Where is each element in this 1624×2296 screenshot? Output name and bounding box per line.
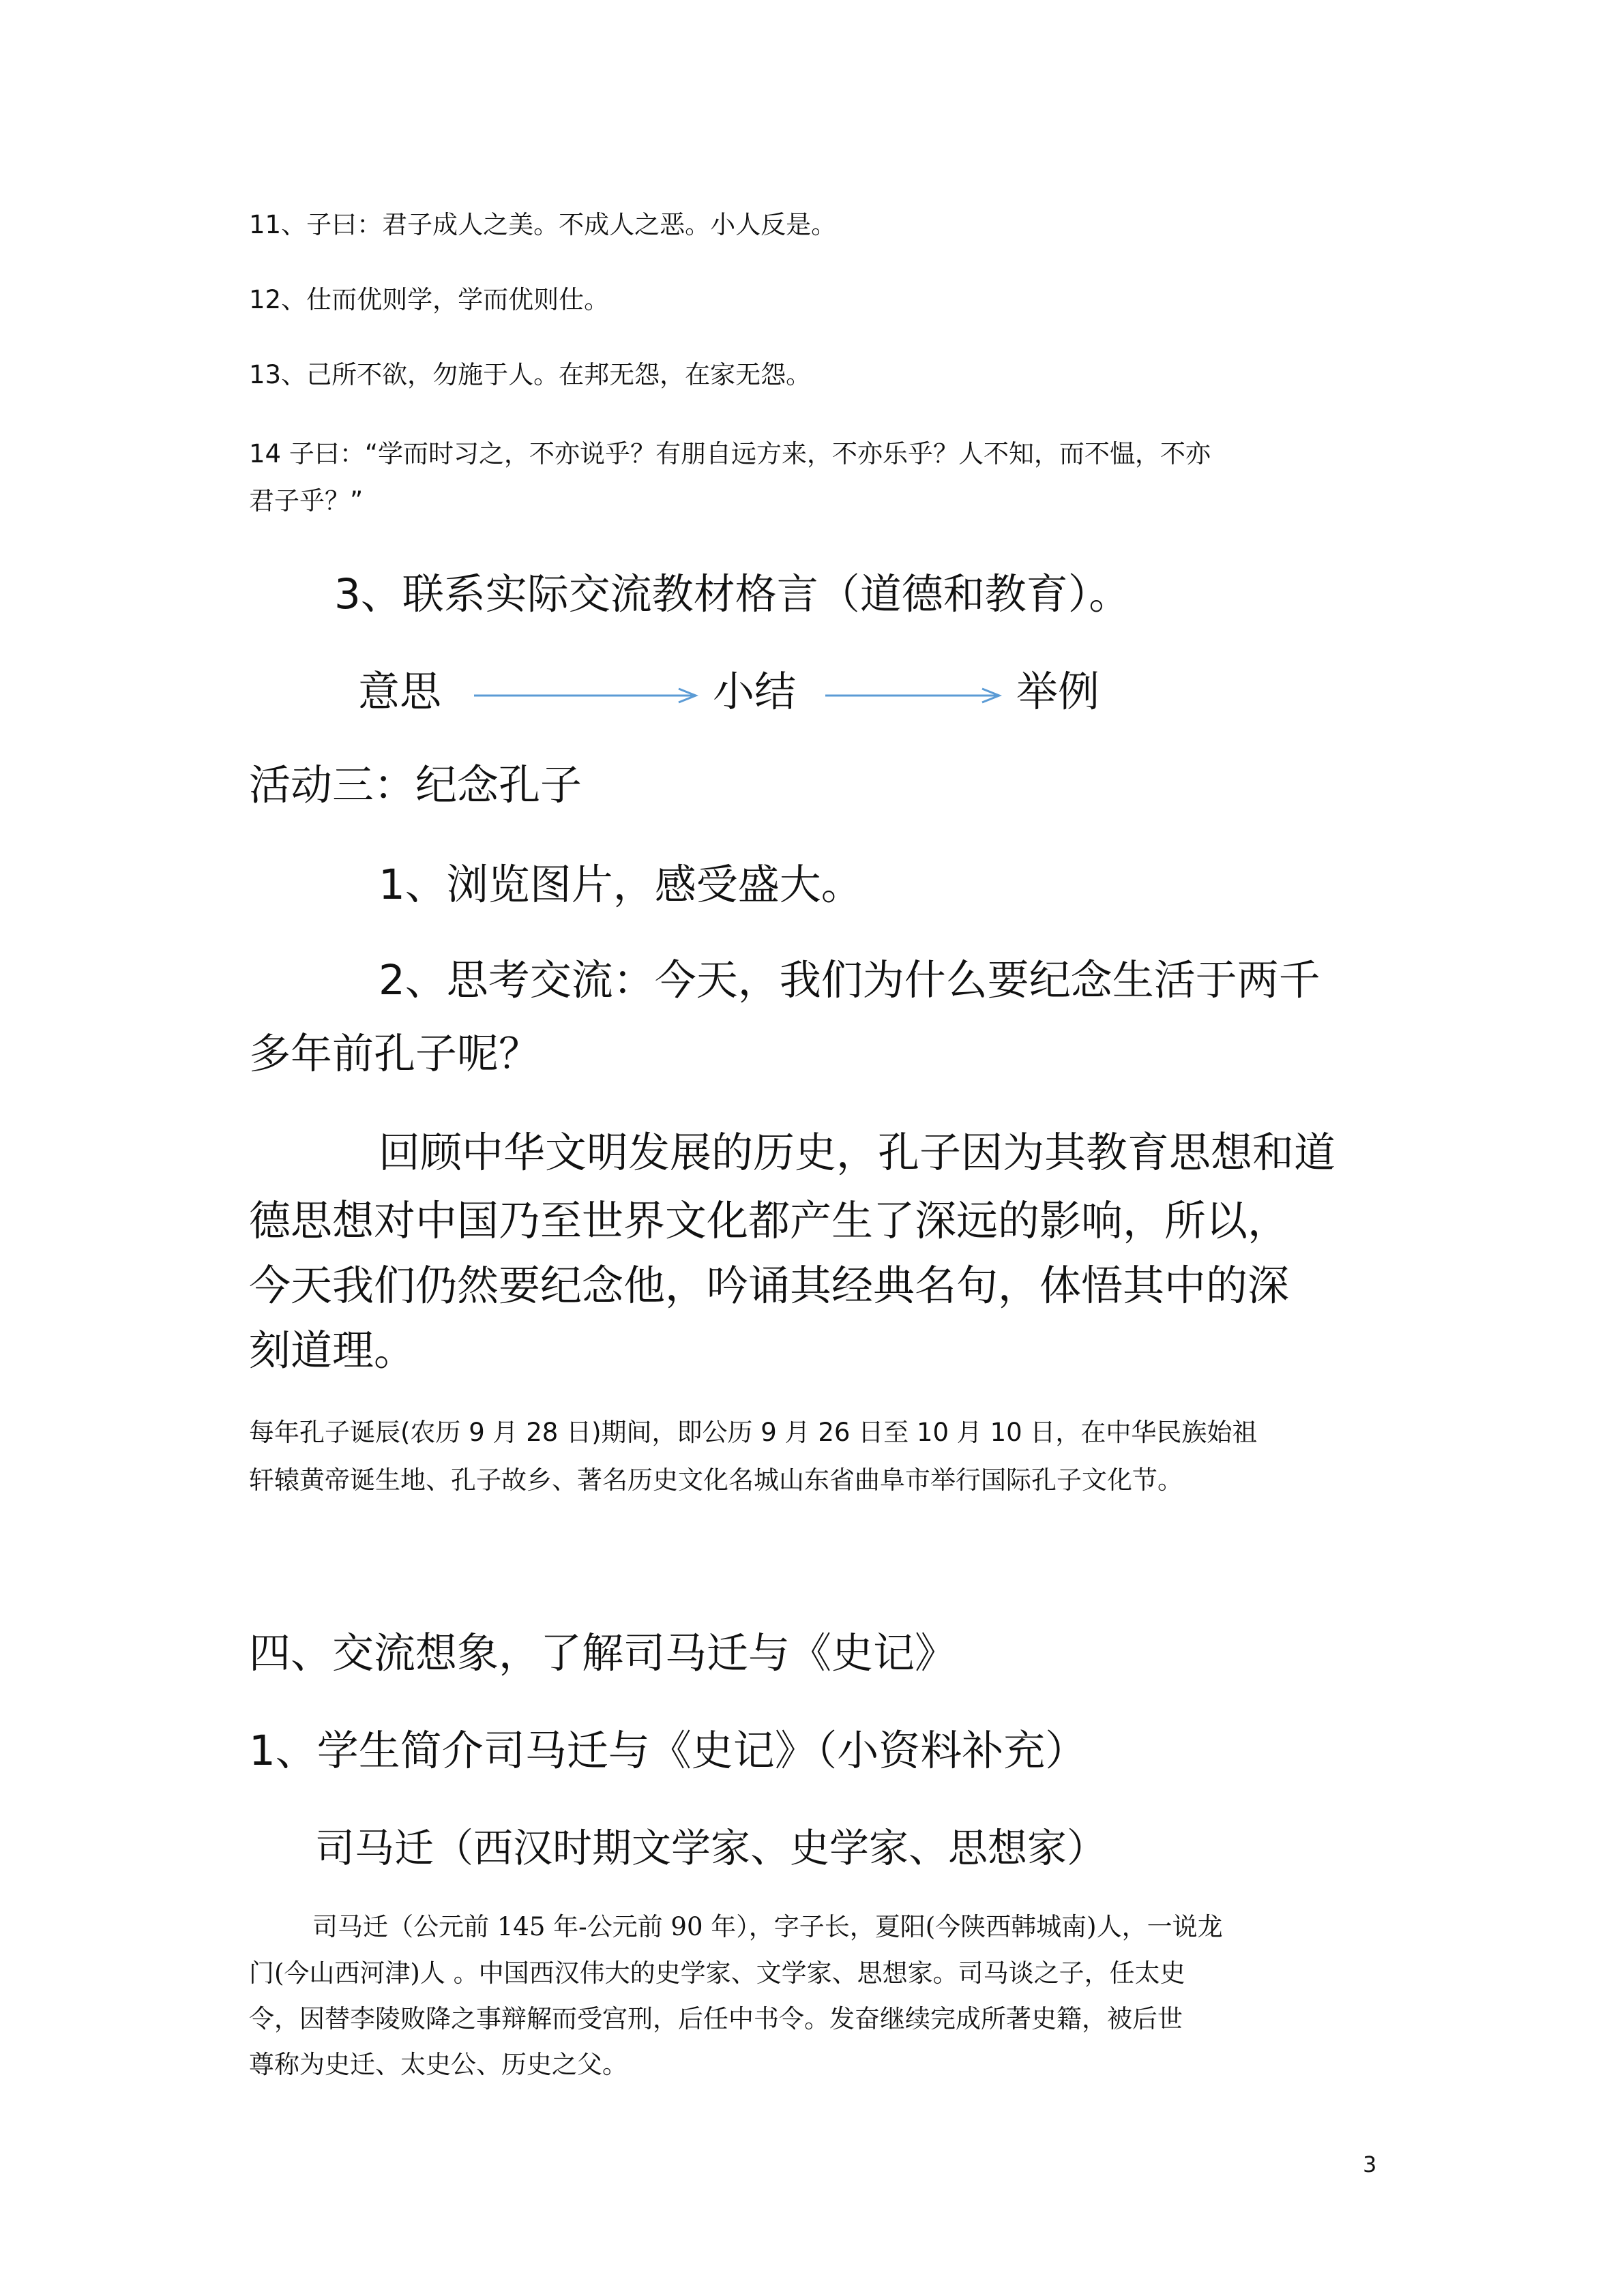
quote-11: 11、子曰：君子成人之美。不成人之恶。小人反是。 [249, 210, 837, 239]
flow-item-meaning: 意思 [358, 668, 442, 716]
quote-12: 12、仕而优则学，学而优则仕。 [249, 285, 610, 314]
bio-line-1: 司马迁（公元前 145 年-公元前 90 年），字子长，夏阳(今陕西韩城南)人，一说龙 [312, 1912, 1223, 1941]
bio-line-2: 门(今山西河津)人 。中国西汉伟大的史学家、文学家、思想家。司马谈之子，任太史 [249, 1958, 1185, 1988]
activity-3-paragraph-line2: 德思想对中国乃至世界文化都产生了深远的影响，所以， [249, 1197, 1290, 1245]
activity-3-paragraph-line4: 刻道理。 [249, 1326, 416, 1375]
activity-3-paragraph-line3: 今天我们仍然要纪念他，吟诵其经典名句，体悟其中的深 [249, 1262, 1290, 1310]
bio-line-3: 令，因替李陵败降之事辩解而受宫刑，后任中书令。发奋继续完成所著史籍，被后世 [249, 2004, 1183, 2033]
quote-13: 13、己所不欲，勿施于人。在邦无怨，在家无怨。 [249, 360, 812, 389]
activity-3-step-1: 1、浏览图片，感受盛大。 [379, 861, 863, 909]
activity-3-step-2-line2: 多年前孔子呢？ [249, 1030, 541, 1078]
flow-item-example: 举例 [1016, 668, 1100, 716]
step-3-heading: 3、联系实际交流教材格言（道德和教育）。 [334, 570, 1131, 618]
activity-3-paragraph-line1: 回顾中华文明发展的历史，孔子因为其教育思想和道 [379, 1129, 1336, 1177]
flow-arrow-2 [825, 689, 1003, 696]
flow-arrow-1 [474, 689, 699, 696]
flow-diagram [358, 661, 1177, 723]
section-4-title: 四、交流想象，了解司马迁与《史记》 [249, 1629, 957, 1678]
festival-note-line1: 每年孔子诞辰(农历 9 月 28 日)期间，即公历 9 月 26 日至 10 月 10 日，在中华民族始祖 [249, 1418, 1258, 1447]
bio-line-4: 尊称为史迁、太史公、历史之父。 [249, 2050, 628, 2079]
flow-item-summary: 小结 [713, 668, 797, 716]
page-number: 3 [1363, 2151, 1377, 2177]
bio-heading: 司马迁（西汉时期文学家、史学家、思想家） [315, 1825, 1107, 1871]
quote-14-line1: 14 子曰：“学而时习之，不亦说乎？有朋自远方来，不亦乐乎？人不知，而不愠，不亦 [249, 439, 1211, 468]
section-4-step-1: 1、学生简介司马迁与《史记》（小资料补充） [249, 1727, 1087, 1775]
activity-3-title: 活动三：纪念孔子 [249, 761, 582, 809]
festival-note-line2: 轩辕黄帝诞生地、孔子故乡、著名历史文化名城山东省曲阜市举行国际孔子文化节。 [249, 1465, 1183, 1495]
quote-14-line2: 君子乎？” [249, 486, 364, 516]
activity-3-step-2-line1: 2、思考交流：今天，我们为什么要纪念生活于两千 [379, 956, 1320, 1004]
